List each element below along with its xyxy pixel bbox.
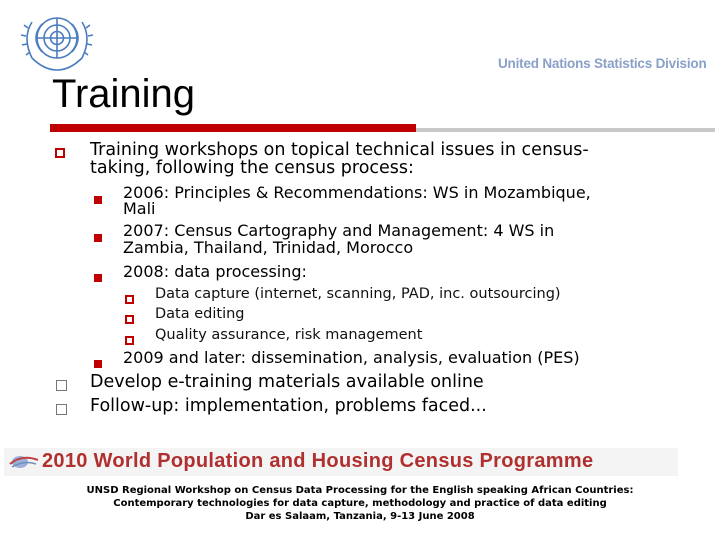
hollow-square-bullet-icon [125, 289, 134, 308]
sub-bullet-2-line-1: 2007: Census Cartography and Management: 4 WS in [123, 221, 555, 240]
footer-line-1: UNSD Regional Workshop on Census Data Processing for the English speaking African Countries: [86, 485, 634, 496]
sub-bullet-2-line-2: Zambia, Thailand, Trinidad, Morocco [123, 238, 414, 257]
shadow-square-bullet-icon [56, 400, 67, 419]
globe-swirl-icon [8, 452, 40, 472]
division-name: United Nations Statistics Division [498, 56, 707, 71]
sub-sub-bullet-2: Data editing [155, 306, 245, 322]
bullet-3: Follow-up: implementation, problems faced... [90, 396, 487, 416]
hollow-square-bullet-icon [55, 143, 65, 162]
sub-bullet-1-line-2: Mali [123, 199, 156, 218]
bullet-1-line-1: Training workshops on topical technical issues in census- [90, 140, 589, 160]
sub-bullet-3: 2008: data processing: [123, 262, 307, 281]
sub-bullet-1-line-1: 2006: Principles & Recommendations: WS in Mozambique, [123, 183, 591, 202]
sub-sub-bullet-1: Data capture (internet, scanning, PAD, inc. outsourcing) [155, 286, 561, 302]
slide-title: Training [52, 72, 196, 116]
hollow-square-bullet-icon [125, 330, 134, 349]
footer-line-3: Dar es Salaam, Tanzania, 9-13 June 2008 [245, 511, 475, 522]
solid-square-bullet-icon [94, 353, 102, 372]
hollow-square-bullet-icon [125, 309, 134, 328]
footer-line-2: Contemporary technologies for data capture, methodology and practice of data editing [113, 498, 607, 509]
footer [0, 484, 720, 523]
solid-square-bullet-icon [94, 227, 102, 246]
solid-square-bullet-icon [94, 189, 102, 208]
census-programme-banner [4, 448, 678, 476]
banner-text: 2010 World Population and Housing Census Programme [42, 450, 594, 472]
shadow-square-bullet-icon [56, 376, 67, 395]
sub-sub-bullet-3: Quality assurance, risk management [155, 327, 423, 343]
sub-bullet-4: 2009 and later: dissemination, analysis, evaluation (PES) [123, 348, 580, 367]
solid-square-bullet-icon [94, 267, 102, 286]
bullet-1-line-2: taking, following the census process: [90, 158, 414, 178]
bullet-2: Develop e-training materials available online [90, 372, 484, 392]
